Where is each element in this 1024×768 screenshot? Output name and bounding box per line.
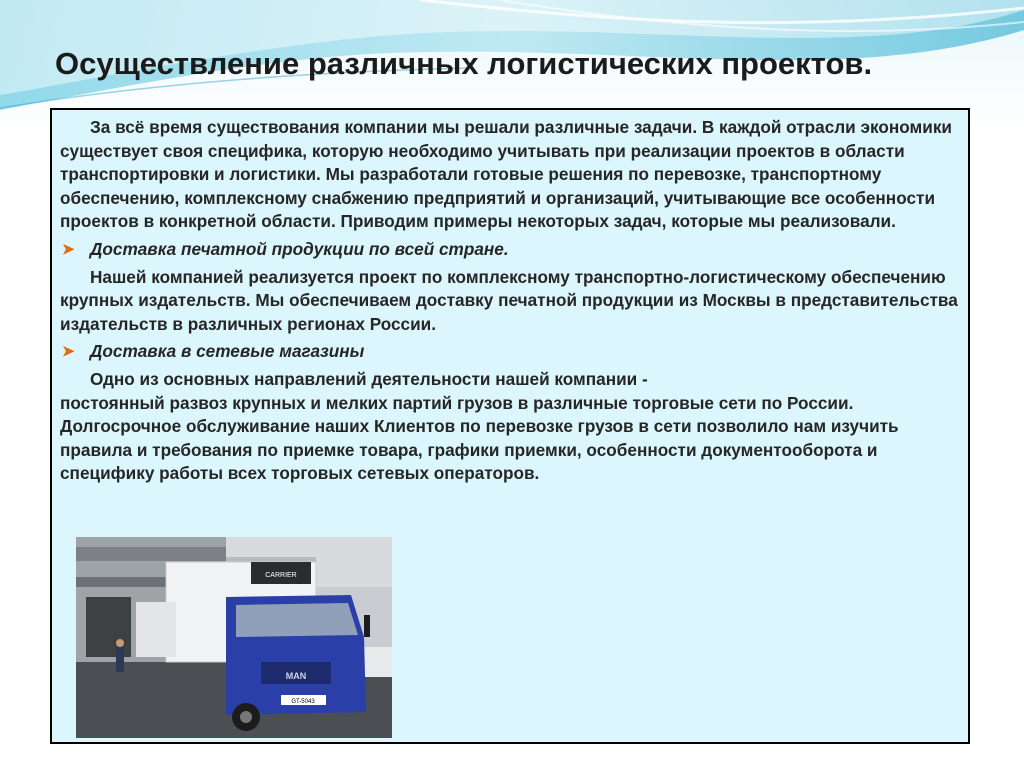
section-paragraph-rest: постоянный развоз крупных и мелких партий грузов в различные торговые сети по России. Долгосрочное обслуживание наших Клиентов по перевозке грузов в сети позволило нам изучить правила и требования по приемке товара, графики приемки, особенности документооборота и специфику работы всех торговых сетевых операторов. — [60, 392, 899, 484]
reefer-label: CARRIER — [265, 572, 297, 579]
section-paragraph-line1: Одно из основных направлений деятельности нашей компании - — [90, 368, 648, 389]
truck-brand: MAN — [285, 671, 307, 681]
bullet-print-delivery — [60, 238, 960, 262]
bullet-heading: Доставка в сетевые магазины — [90, 341, 365, 362]
truck-illustration — [76, 537, 392, 738]
bullet-heading: Доставка печатной продукции по всей стране. — [90, 238, 509, 259]
bullet-retail-delivery — [60, 340, 960, 364]
intro-paragraph: За всё время существования компании мы решали различные задачи. В каждой отрасли экономики существует своя специфика, которую необходимо учитывать при реализации проектов в области транспортировки и логистики. Мы разработали готовые решения по перевозке, транспортному обеспечению, комплексному снабжению предприятий и организаций, учитывающие все особенности проектов в конкретной области. Приводим примеры некоторых задач, которые мы реализовали. — [60, 117, 952, 232]
slide-title: Осуществление различных логистических проектов. — [55, 46, 873, 81]
content-text — [60, 116, 960, 486]
arrow-bullet-icon: ➤ — [62, 240, 75, 258]
arrow-bullet-icon: ➤ — [62, 343, 75, 361]
truck-photo — [76, 537, 392, 738]
section-paragraph: Нашей компанией реализуется проект по комплексному транспортно-логистическому обеспечению крупных издательств. Мы обеспечиваем доставку печатной продукции из Москвы в представительства издательств в различных регионах России. — [60, 266, 958, 334]
license-plate: GT-5043 — [291, 699, 315, 705]
